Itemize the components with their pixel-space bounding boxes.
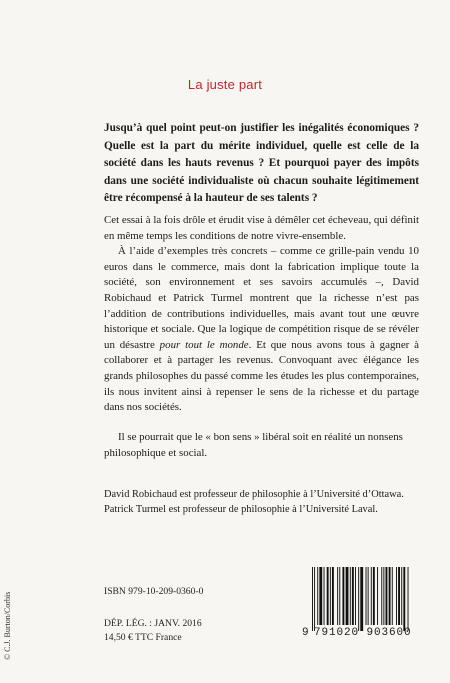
barcode-bar [401, 567, 402, 625]
barcode-bar [312, 567, 313, 631]
barcode-bar [314, 567, 315, 631]
description-paragraph-1: Cet essai à la fois drôle et érudit vise à démêler cet écheveau, qui définit en même temps les conditions de notre vivre-ensemble. [104, 214, 419, 242]
description-paragraph-2-end: . Et que nous avons tous à gagner à collaborer et à partager les revenus. Convoquant avec élégance les grands philosophes du passé comme les études les plus contemporaines, ils nous invitent ainsi à repenser le sens de la richesse et du partage dans nos sociétés. [104, 338, 419, 414]
barcode-bar [371, 567, 372, 625]
author-bios [104, 487, 434, 517]
barcode-bar [327, 567, 329, 625]
isbn-text: ISBN 979-10-209-0360-0 [104, 586, 204, 597]
barcode-bar [346, 567, 349, 625]
barcode-bar [386, 567, 388, 625]
author-bio-1: David Robichaud est professeur de philosophie à l’Université d’Ottawa. [104, 489, 404, 500]
lead-paragraph: Jusqu’à quel point peut-on justifier les inégalités économiques ? Quelle est la part du mérite individuel, quelle est celle de la société dans les hauts revenus ? Et pourquoi payer des impôts dans une société individualiste où chacun souhaite légitimement être récompensé à la hauteur de ses talents ? [104, 122, 419, 204]
barcode-bar [377, 567, 378, 625]
barcode-bar [381, 567, 382, 625]
barcode-bar [352, 567, 354, 625]
barcode-bar [337, 567, 338, 625]
barcode-bar [408, 567, 409, 631]
barcode-bar [360, 567, 363, 631]
barcode-bar [319, 567, 322, 625]
barcode-bar [398, 567, 400, 625]
barcode-bars [312, 567, 419, 631]
barcode-bar [392, 567, 393, 625]
barcode-bar [324, 567, 325, 625]
description-paragraph-2 [104, 244, 419, 416]
barcode-bar [383, 567, 384, 625]
barcode-bar [373, 567, 375, 625]
barcode-bar [350, 567, 351, 625]
barcode-bar [342, 567, 344, 625]
description-body [104, 213, 419, 416]
barcode-bar [358, 567, 359, 631]
barcode-digits: 791020 903600 [314, 627, 412, 639]
photo-credit: © C.J. Burton/Corbis [3, 591, 12, 660]
barcode-bar [396, 567, 397, 625]
barcode-bar [368, 567, 369, 625]
author-bio-2: Patrick Turmel est professeur de philosophie à l’Université Laval. [104, 504, 378, 515]
price-text: 14,50 € TTC France [104, 632, 182, 643]
book-title: La juste part [187, 77, 263, 92]
legal-deposit: DÉP. LÉG. : JANV. 2016 [104, 618, 202, 629]
description-paragraph-2-start: À l’aide d’exemples très concrets – comme ce grille-pain vendu 10 euros dans le commerce, mais dont la fabrication implique toute la société, son environnement et ses savoirs accumulés –, David Robichaud et Patrick Turmel montrent que la richesse n’est pas l’addition de contributions individuelles, mais avant tout une œuvre historique et sociale. Que la logique de compétition risque de se révéler un désastre [104, 245, 419, 351]
barcode-bar [366, 567, 367, 625]
barcode-bar [355, 567, 356, 625]
barcode-bar [317, 567, 318, 625]
barcode [302, 567, 424, 647]
barcode-lead-digit: 9 [302, 627, 309, 639]
closing-paragraph: Il se pourrait que le « bon sens » libéral soit en réalité un nonsens philosophique et social. [104, 431, 403, 459]
barcode-bar [339, 567, 340, 625]
description-emphasis: pour tout le monde [159, 338, 249, 351]
barcode-bar [389, 567, 391, 625]
barcode-bar [332, 567, 334, 625]
barcode-bar [330, 567, 331, 625]
barcode-bar [403, 567, 405, 631]
